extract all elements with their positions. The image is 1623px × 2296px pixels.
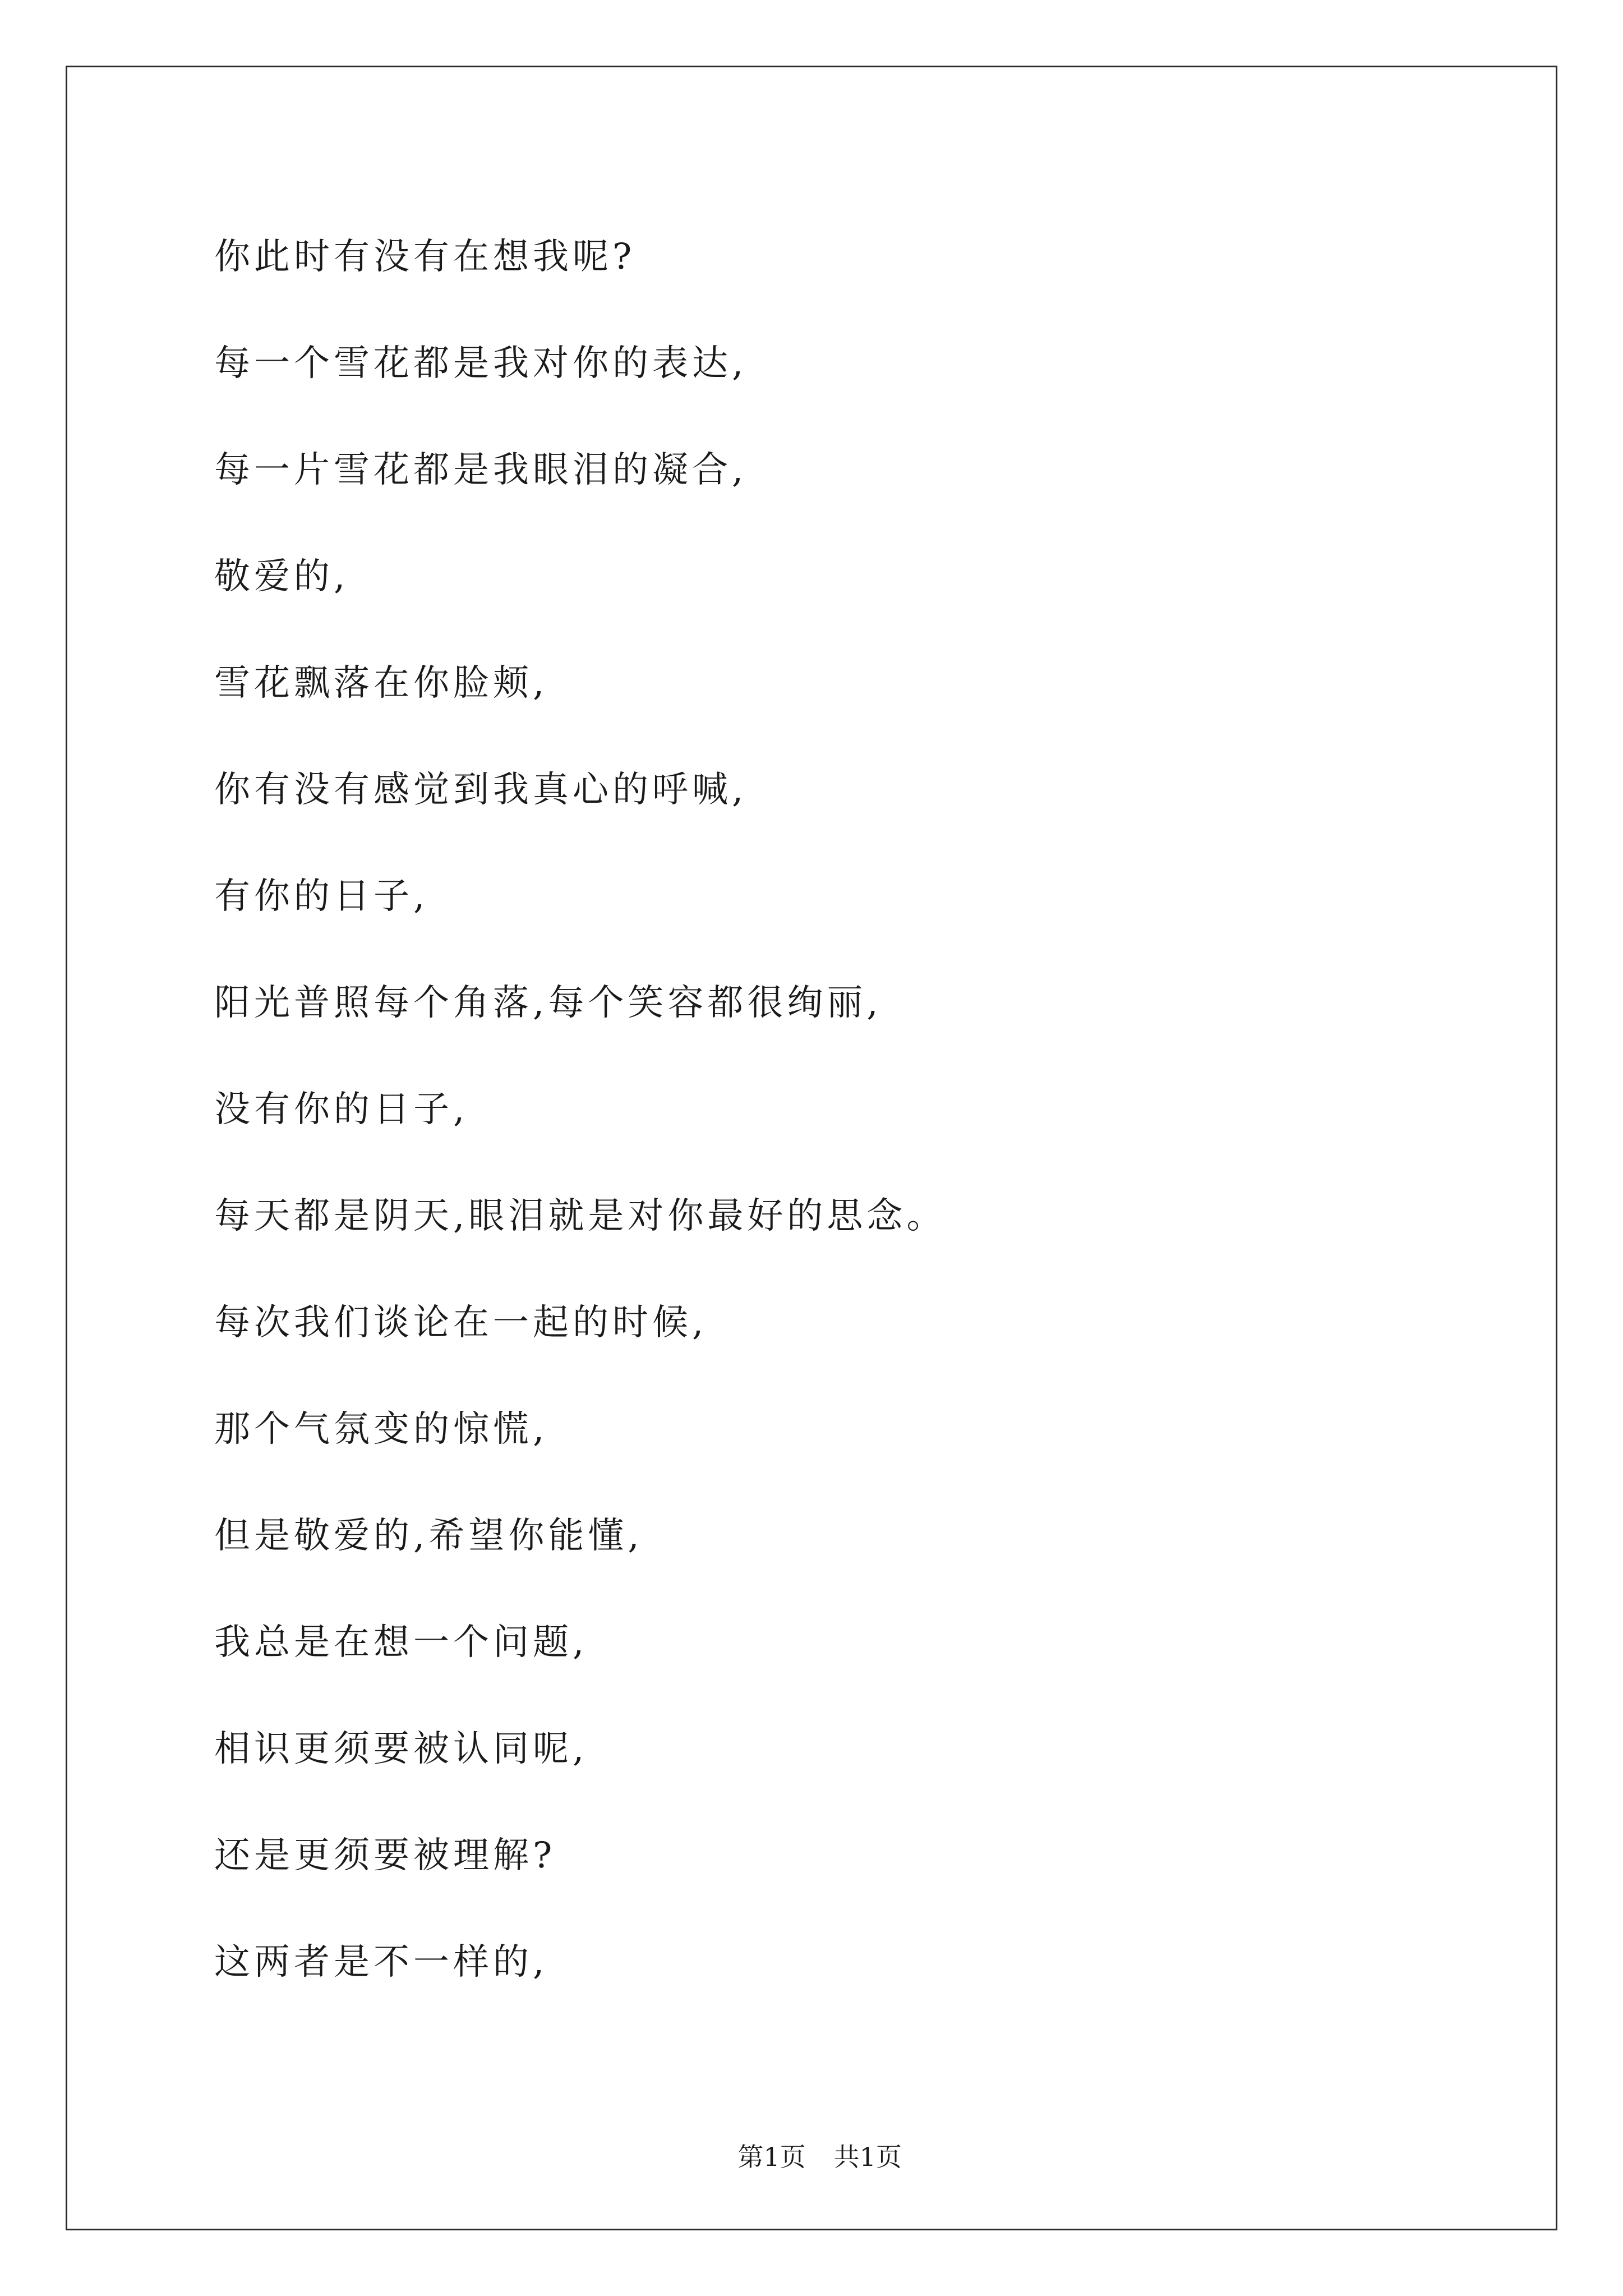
text-line: 敬爱的, bbox=[214, 556, 349, 597]
text-line: 有你的日子, bbox=[214, 876, 429, 917]
text-line: 你此时有没有在想我呢? bbox=[214, 236, 636, 278]
text-line: 但是敬爱的,希望你能懂, bbox=[214, 1515, 643, 1557]
page-total: 共1页 bbox=[833, 2142, 902, 2172]
text-line: 这两者是不一样的, bbox=[214, 1941, 548, 1983]
text-line: 那个气氛变的惊慌, bbox=[214, 1409, 548, 1450]
text-line: 阳光普照每个角落,每个笑容都很绚丽, bbox=[214, 982, 882, 1024]
text-line: 每一个雪花都是我对你的表达, bbox=[214, 343, 748, 384]
document-body bbox=[214, 223, 1482, 2035]
text-line: 还是更须要被理解? bbox=[214, 1835, 556, 1876]
text-line: 相识更须要被认同呢, bbox=[214, 1728, 588, 1770]
text-line: 你有没有感觉到我真心的呼喊, bbox=[214, 769, 748, 811]
text-line: 我总是在想一个问题, bbox=[214, 1622, 588, 1663]
page-number: 第1页 bbox=[737, 2142, 806, 2172]
text-line: 没有你的日子, bbox=[214, 1089, 469, 1130]
text-line: 雪花飘落在你脸颊, bbox=[214, 662, 548, 704]
text-line: 每天都是阴天,眼泪就是对你最好的思念。 bbox=[214, 1195, 947, 1237]
page-footer bbox=[0, 2106, 1623, 2174]
text-line: 每次我们谈论在一起的时候, bbox=[214, 1302, 708, 1343]
text-line: 每一片雪花都是我眼泪的凝合, bbox=[214, 449, 748, 491]
